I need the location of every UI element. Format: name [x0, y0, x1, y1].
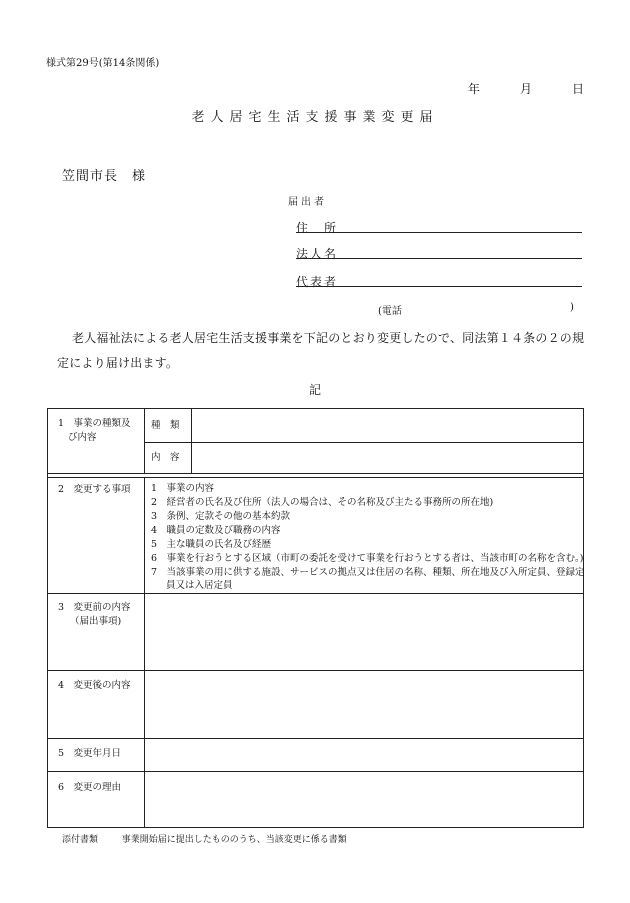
row1-bottom-line [48, 473, 583, 474]
row1-label-line1: 1 事業の種類及 [58, 418, 131, 429]
phone-label: (電話 [378, 306, 402, 317]
change-item-5: 5 主な職員の氏名及び経歴 [151, 539, 272, 550]
row5-label: 5 変更年月日 [58, 748, 122, 759]
before-change-input-cell[interactable] [145, 594, 584, 669]
content-input-cell[interactable] [192, 444, 584, 472]
corporation-label: 法人名 [296, 247, 339, 261]
change-item-4: 4 職員の定数及び職務の内容 [151, 525, 281, 536]
type-input-cell[interactable] [192, 410, 584, 441]
date-day-label: 日 [572, 82, 585, 96]
date-year-label: 年 [468, 82, 481, 96]
row3-label-line2: （届出事項) [70, 616, 122, 627]
address-field-line[interactable] [296, 232, 582, 233]
date-month-label: 月 [520, 82, 533, 96]
corporation-field-line[interactable] [296, 258, 582, 259]
row1-inner-divider [144, 442, 583, 443]
attachments-label: 添付書類 [62, 835, 99, 845]
change-item-6: 6 事業を行おうとする区域（市町の委託を受けて事業を行おうとする者は、当該市町の名称を含む。) [151, 553, 584, 564]
body-paragraph: 老人福祉法による老人居宅生活支援事業を下記のとおり変更したので、同法第１４条の２の規定により届け出ます。 [57, 331, 585, 370]
representative-label: 代表者 [296, 275, 339, 289]
row3-label-line1: 3 変更前の内容 [58, 602, 131, 613]
representative-field-line[interactable] [296, 286, 582, 287]
after-change-input-cell[interactable] [145, 671, 584, 737]
ki-heading: 記 [308, 383, 321, 397]
row2-label: 2 変更する事項 [58, 484, 131, 495]
row1-label-line2: び内容 [68, 432, 97, 443]
change-item-2: 2 経営者の氏名及び住所（法人の場合は、その名称及び主たる事務所の所在地) [151, 497, 494, 508]
attachments-note [62, 832, 347, 845]
change-item-7: 7 当該事業の用に供する施設、サービスの拠点又は住居の名称、種類、所在地及び入所定員、登録定 [151, 567, 585, 578]
change-date-input-cell[interactable] [145, 739, 584, 770]
form-number: 様式第29号(第14条関係) [46, 58, 160, 69]
change-item-1: 1 事業の内容 [151, 483, 215, 494]
change-form-table [47, 408, 584, 828]
phone-close-paren: ) [570, 302, 574, 313]
change-item-3: 3 条例、定款その他の基本約款 [151, 511, 291, 522]
row1-label-divider [144, 409, 145, 473]
change-reason-input-cell[interactable] [145, 772, 584, 827]
row1-content-label: 内 容 [151, 452, 180, 463]
address-label: 住 所 [296, 221, 339, 235]
document-title: 老人居宅生活支援事業変更届 [191, 110, 439, 125]
row1-type-label: 種 類 [151, 420, 180, 431]
notifier-heading: 届出者 [288, 197, 327, 208]
row4-label: 4 変更後の内容 [58, 680, 131, 691]
addressee: 笠間市長 様 [62, 169, 147, 184]
change-item-7-continued: 員又は入居定員 [166, 580, 233, 591]
row2-top-line [48, 477, 583, 478]
attachments-text: 事業開始届に提出したもののうち、当該変更に係る書類 [121, 835, 347, 845]
row6-label: 6 変更の理由 [58, 782, 122, 793]
